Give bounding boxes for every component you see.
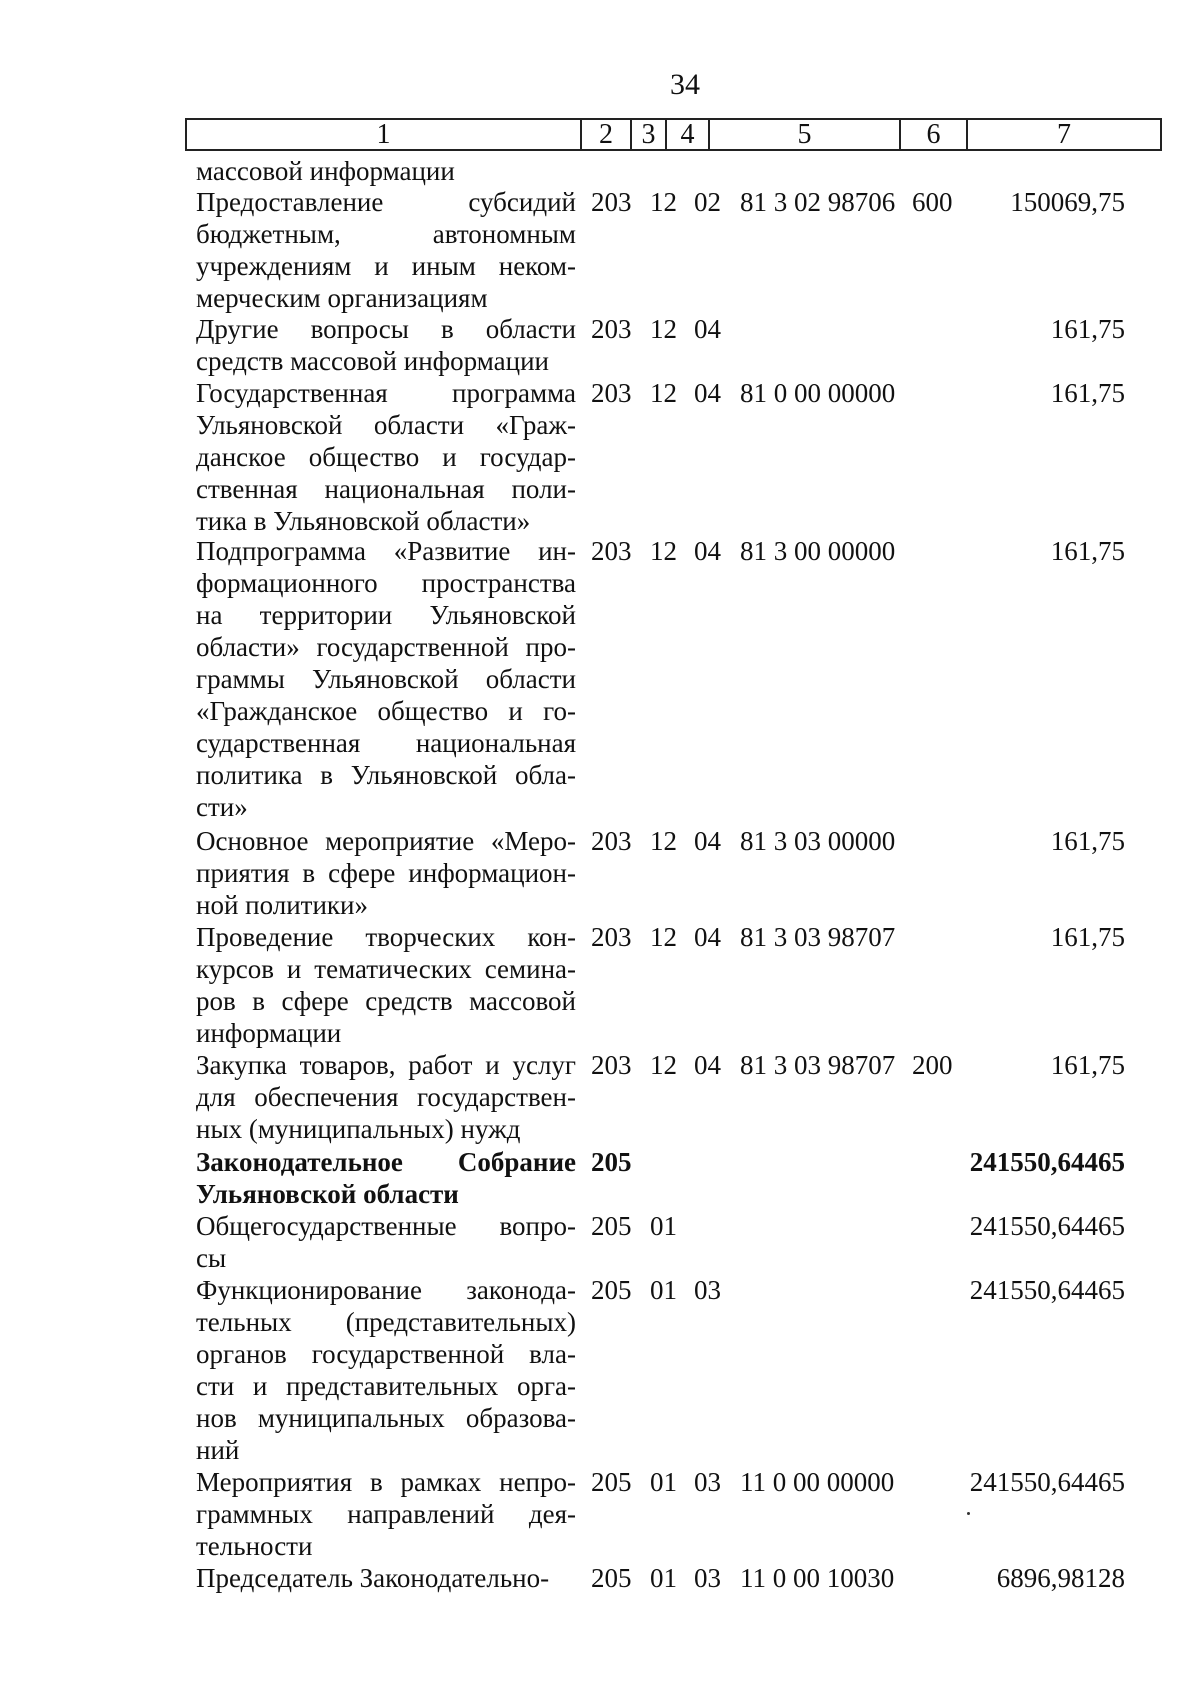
row-subsection-code: 04 xyxy=(694,826,721,856)
description-line: учреждениям и иным неком- xyxy=(196,251,576,281)
row-target-article-code: 81 3 00 00000 xyxy=(740,536,896,566)
row-description xyxy=(196,1274,576,1466)
description-line: Предоставление субсидий xyxy=(196,187,576,217)
row-subsection-code: 04 xyxy=(694,314,721,344)
description-line: сти» xyxy=(196,792,248,822)
row-description xyxy=(196,377,576,537)
row-amount: 161,75 xyxy=(1050,378,1125,408)
description-line: политика в Ульяновской обла- xyxy=(196,760,576,790)
row-subsection-code: 03 xyxy=(694,1563,721,1593)
row-chapter-code: 205 xyxy=(591,1147,632,1177)
description-line: Законодательное Собрание xyxy=(196,1147,576,1177)
description-line: Подпрограмма «Развитие ин- xyxy=(196,536,576,566)
row-amount: 161,75 xyxy=(1050,1050,1125,1080)
row-section-code: 12 xyxy=(650,826,677,856)
row-description xyxy=(196,921,576,1049)
description-line: ров в сфере средств массовой xyxy=(196,986,576,1016)
description-line: курсов и тематических семина- xyxy=(196,954,576,984)
row-section-code: 01 xyxy=(650,1211,677,1241)
row-section-code: 12 xyxy=(650,187,677,217)
description-line: массовой информации xyxy=(196,156,455,186)
row-section-code: 12 xyxy=(650,1050,677,1080)
header-col-2: 2 xyxy=(580,118,632,151)
row-subsection-code: 02 xyxy=(694,187,721,217)
description-line: ний xyxy=(196,1435,240,1465)
description-line: тельных (представительных) xyxy=(196,1307,576,1337)
row-description xyxy=(196,535,576,823)
description-line: сударственная национальная xyxy=(196,728,576,758)
row-target-article-code: 81 3 03 98707 xyxy=(740,1050,896,1080)
description-line: области» государственной про- xyxy=(196,632,576,662)
row-target-article-code: 11 0 00 10030 xyxy=(740,1563,895,1593)
row-description xyxy=(196,1210,576,1274)
row-section-code: 01 xyxy=(650,1275,677,1305)
header-col-4: 4 xyxy=(665,118,710,151)
description-line: ной политики» xyxy=(196,890,368,920)
row-description xyxy=(196,1049,576,1145)
row-target-article-code: 81 3 03 98707 xyxy=(740,922,896,952)
row-chapter-code: 203 xyxy=(591,1050,632,1080)
scan-speck xyxy=(967,1512,970,1515)
description-line: Закупка товаров, работ и услуг xyxy=(196,1050,576,1080)
row-amount: 241550,64465 xyxy=(969,1147,1125,1177)
description-line: приятия в сфере информацион- xyxy=(196,858,576,888)
row-description xyxy=(196,155,576,187)
row-section-code: 12 xyxy=(650,536,677,566)
row-section-code: 12 xyxy=(650,922,677,952)
description-line: Государственная программа xyxy=(196,378,576,408)
row-subsection-code: 04 xyxy=(694,1050,721,1080)
description-line: средств массовой информации xyxy=(196,346,549,376)
row-section-code: 12 xyxy=(650,378,677,408)
description-line: Основное мероприятие «Меро- xyxy=(196,826,576,856)
description-line: сы xyxy=(196,1243,227,1273)
row-expense-type-code: 600 xyxy=(912,187,953,217)
header-col-6: 6 xyxy=(899,118,968,151)
row-chapter-code: 203 xyxy=(591,536,632,566)
description-line: ственная национальная поли- xyxy=(196,474,576,504)
header-col-1: 1 xyxy=(185,118,582,151)
description-line: Председатель Законодательно- xyxy=(196,1563,550,1593)
row-target-article-code: 81 3 02 98706 xyxy=(740,187,896,217)
row-subsection-code: 04 xyxy=(694,378,721,408)
description-line: Мероприятия в рамках непро- xyxy=(196,1467,576,1497)
description-line: сти и представительных орга- xyxy=(196,1371,576,1401)
description-line: Ульяновской области xyxy=(196,1179,459,1209)
description-line: мерческим организациям xyxy=(196,283,488,313)
description-line: нов муниципальных образова- xyxy=(196,1403,576,1433)
description-line: органов государственной вла- xyxy=(196,1339,576,1369)
description-line: информации xyxy=(196,1018,342,1048)
row-subsection-code: 03 xyxy=(694,1275,721,1305)
description-line: бюджетным, автономным xyxy=(196,219,576,249)
row-description xyxy=(196,1146,576,1210)
description-line: для обеспечения государствен- xyxy=(196,1082,576,1112)
row-target-article-code: 81 0 00 00000 xyxy=(740,378,896,408)
row-amount: 161,75 xyxy=(1050,536,1125,566)
row-amount: 241550,64465 xyxy=(969,1467,1125,1497)
header-col-5: 5 xyxy=(708,118,901,151)
row-chapter-code: 203 xyxy=(591,187,632,217)
row-amount: 241550,64465 xyxy=(969,1211,1125,1241)
description-line: граммы Ульяновской области xyxy=(196,664,576,694)
row-section-code: 01 xyxy=(650,1467,677,1497)
row-section-code: 01 xyxy=(650,1563,677,1593)
row-subsection-code: 04 xyxy=(694,922,721,952)
description-line: формационного пространства xyxy=(196,568,576,598)
row-chapter-code: 205 xyxy=(591,1563,632,1593)
description-line: на территории Ульяновской xyxy=(196,600,576,630)
row-chapter-code: 203 xyxy=(591,314,632,344)
row-description xyxy=(196,1466,576,1562)
header-col-7: 7 xyxy=(966,118,1162,151)
row-description xyxy=(196,313,576,377)
header-col-3: 3 xyxy=(630,118,667,151)
description-line: «Гражданское общество и го- xyxy=(196,696,576,726)
row-amount: 161,75 xyxy=(1050,922,1125,952)
row-description xyxy=(196,1562,576,1594)
row-subsection-code: 03 xyxy=(694,1467,721,1497)
row-subsection-code: 04 xyxy=(694,536,721,566)
description-line: ных (муниципальных) нужд xyxy=(196,1114,521,1144)
page-number: 34 xyxy=(670,68,700,101)
description-line: Ульяновской области «Граж- xyxy=(196,410,576,440)
row-target-article-code: 11 0 00 00000 xyxy=(740,1467,895,1497)
row-target-article-code: 81 3 03 00000 xyxy=(740,826,896,856)
row-amount: 161,75 xyxy=(1050,314,1125,344)
row-section-code: 12 xyxy=(650,314,677,344)
row-chapter-code: 203 xyxy=(591,378,632,408)
description-line: Функционирование законода- xyxy=(196,1275,576,1305)
description-line: тика в Ульяновской области» xyxy=(196,506,531,536)
description-line: Другие вопросы в области xyxy=(196,314,576,344)
description-line: граммных направлений дея- xyxy=(196,1499,576,1529)
description-line: Общегосударственные вопро- xyxy=(196,1211,576,1241)
description-line: тельности xyxy=(196,1531,313,1561)
row-description xyxy=(196,186,576,314)
row-chapter-code: 205 xyxy=(591,1467,632,1497)
row-chapter-code: 203 xyxy=(591,922,632,952)
row-chapter-code: 203 xyxy=(591,826,632,856)
row-amount: 161,75 xyxy=(1050,826,1125,856)
row-amount: 150069,75 xyxy=(1010,187,1125,217)
row-amount: 241550,64465 xyxy=(969,1275,1125,1305)
description-line: данское общество и государ- xyxy=(196,442,576,472)
row-chapter-code: 205 xyxy=(591,1211,632,1241)
row-expense-type-code: 200 xyxy=(912,1050,953,1080)
row-description xyxy=(196,825,576,921)
row-amount: 6896,98128 xyxy=(996,1563,1125,1593)
description-line: Проведение творческих кон- xyxy=(196,922,576,952)
row-chapter-code: 205 xyxy=(591,1275,632,1305)
